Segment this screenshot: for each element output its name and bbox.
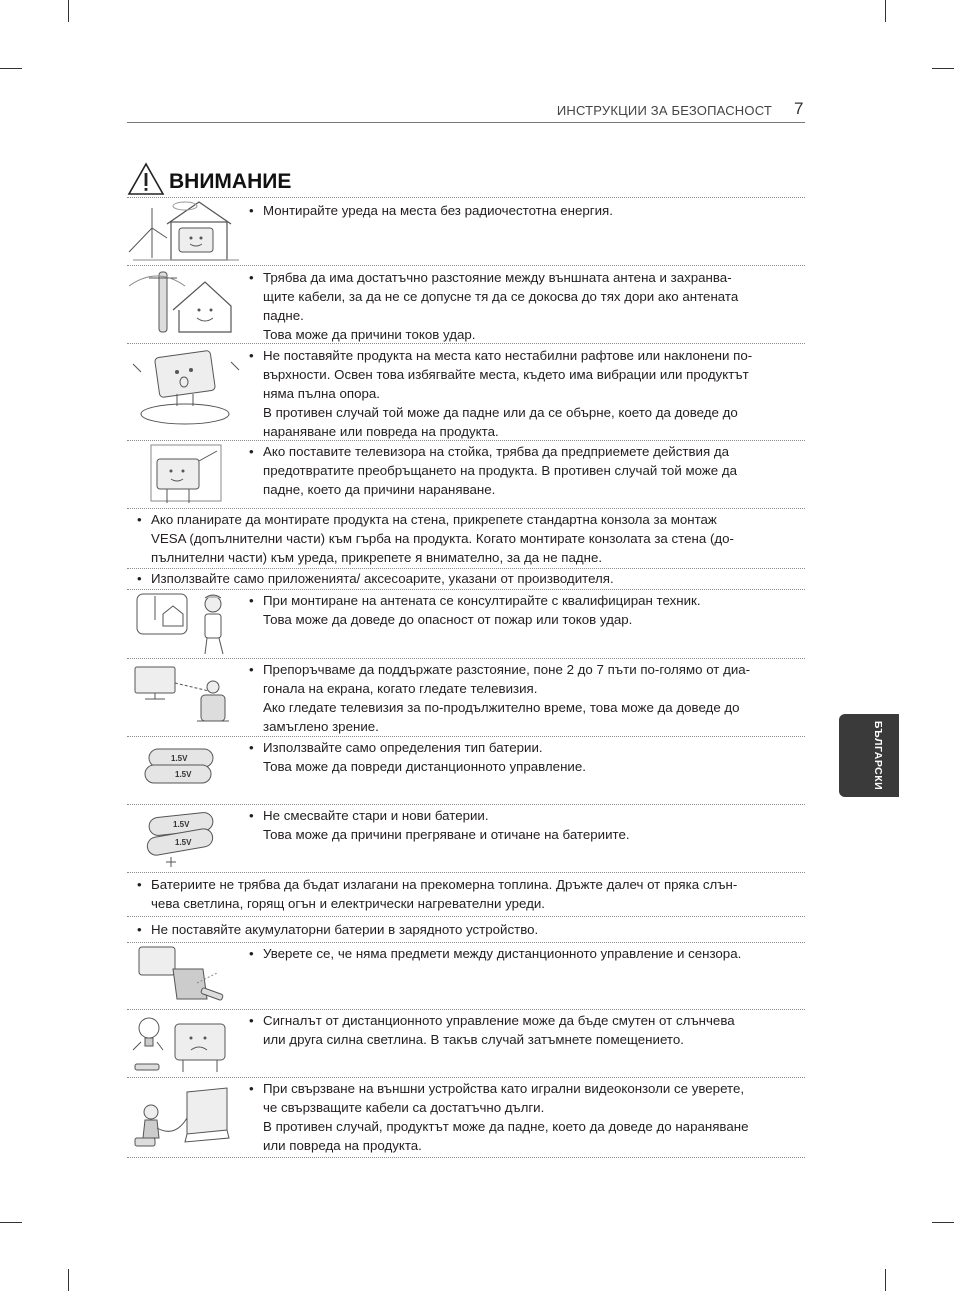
battery-label: 1.5V xyxy=(175,838,192,847)
battery-label: 1.5V xyxy=(171,754,188,763)
technician-illustration xyxy=(127,590,245,658)
caution-item-cable-length xyxy=(127,1078,805,1158)
item-text: • Ако поставите телевизора на стойка, трябва да предприемете действия да предотвратите преобръщането на продукта. В противен случай той може да падне, което да причини нараняване. xyxy=(249,442,805,499)
crop-mark xyxy=(885,0,886,22)
caution-item-antenna-technician xyxy=(127,590,805,659)
item-text: • Ако планирате да монтирате продукта на стена, прикрепете стандартна конзола за монтаж VESA (допълнителни части) към гърба на продукта. Когато монтирате конзолата за стена (до- пълнителни части) към уреда, прикрепете я внимателно, за да не падне. xyxy=(137,510,805,567)
caution-item-stand xyxy=(127,441,805,509)
remote-obstacle-illustration xyxy=(127,943,245,1009)
unstable-tv-icon xyxy=(127,344,245,440)
light-bulb-icon xyxy=(127,1010,245,1077)
mixed-battery-illustration xyxy=(127,805,245,872)
battery-label: 1.5V xyxy=(175,770,192,779)
caution-item-unstable-surface xyxy=(127,344,805,441)
battery-illustration xyxy=(127,737,245,804)
language-tab xyxy=(839,714,899,797)
item-text: • Сигналът от дистанционното управление може да бъде смутен от слънчева или друга силна светлина. В такъв случай затъмнете помещението. xyxy=(249,1011,805,1049)
caution-item-radio xyxy=(127,197,805,266)
remote-obstacle-icon xyxy=(127,943,245,1009)
item-text: • Използвайте само приложенията/ аксесоарите, указани от производителя. xyxy=(137,569,805,588)
header-rule xyxy=(127,122,805,123)
caution-item-wall-mount xyxy=(127,509,805,569)
radio-house-icon xyxy=(127,198,245,266)
unstable-tv-illustration xyxy=(127,344,245,440)
item-text: • При монтиране на антената се консултирайте с квалифициран техник. Това може да доведе до опасност от пожар или токов удар. xyxy=(249,591,805,629)
caution-item-rechargeable xyxy=(127,917,805,943)
crop-mark xyxy=(885,1269,886,1291)
house-illustration xyxy=(127,198,245,266)
battery-icon xyxy=(127,737,245,804)
caution-heading xyxy=(127,158,291,196)
item-text: • При свързване на външни устройства като игрални видеоконзоли се уверете, че свързващите кабели са достатъчно дълги. В противен случай, продуктът може да падне, което да доведе до нараняване или повреда на продукта. xyxy=(249,1079,805,1155)
antenna-illustration xyxy=(127,266,245,343)
mixed-battery-icon xyxy=(127,805,245,872)
item-text: • Трябва да има достатъчно разстояние между външната антена и захранва- щите кабели, за да не се допусне тя да се докосва до тях дори ако антената падне. Това може да причини токов удар. xyxy=(249,268,805,344)
caution-item-accessories xyxy=(127,569,805,590)
page-number: 7 xyxy=(794,99,804,118)
item-text: • Монтирайте уреда на места без радиочестотна енергия. xyxy=(249,201,805,220)
antenna-house-icon xyxy=(127,266,245,343)
viewing-distance-icon xyxy=(127,659,245,736)
crop-mark xyxy=(932,1222,954,1223)
running-header: ИНСТРУКЦИИ ЗА БЕЗОПАСНОСТ xyxy=(556,103,772,118)
item-text: • Не поставяйте продукта на места като нестабилни рафтове или наклонени по- върхности. Освен това избягвайте места, където има вибрации или продуктът няма пълна опора. В противен случай той може да падне или да се обърне, което да доведе до нараняване или повреда на продукта. xyxy=(249,346,805,441)
crop-mark xyxy=(68,0,69,22)
cable-illustration xyxy=(127,1078,245,1157)
caution-item-remote-obstacle xyxy=(127,943,805,1010)
crop-mark xyxy=(932,68,954,69)
language-tab-label: БЪЛГАРСКИ xyxy=(872,720,884,791)
stand-tv-illustration xyxy=(127,441,245,508)
caution-item-mixed-batteries xyxy=(127,805,805,873)
caution-title: ВНИМАНИЕ xyxy=(169,170,292,193)
caution-item-viewing-distance xyxy=(127,659,805,737)
item-text: • Не поставяйте акумулаторни батерии в зарядното устройство. xyxy=(137,920,805,939)
crop-mark xyxy=(68,1269,69,1291)
item-text: • Батериите не трябва да бъдат излагани на прекомерна топлина. Дръжте далеч от пряка слън- чева светлина, горящ огън и електрически нагревателни уреди. xyxy=(137,875,805,913)
crop-mark xyxy=(0,68,22,69)
warning-triangle-icon xyxy=(127,162,165,196)
technician-icon xyxy=(127,590,245,658)
crop-mark xyxy=(0,1222,22,1223)
item-text: • Не смесвайте стари и нови батерии. Това може да причини прегряване и отичане на батериите. xyxy=(249,806,805,844)
remote-light-illustration xyxy=(127,1010,245,1077)
item-text: • Използвайте само определения тип батерии. Това може да повреди дистанционното управление. xyxy=(249,738,805,776)
caution-item-antenna-distance xyxy=(127,266,805,344)
viewing-distance-illustration xyxy=(127,659,245,736)
item-text: • Уверете се, че няма предмети между дистанционното управление и сензора. xyxy=(249,944,805,963)
caution-item-battery-heat xyxy=(127,873,805,917)
battery-label: 1.5V xyxy=(173,820,190,829)
game-console-cable-icon xyxy=(127,1078,245,1157)
item-text: • Препоръчваме да поддържате разстояние, поне 2 до 7 пъти по-голямо от диа- гонала на екрана, когато гледате телевизия. Ако гледате телевизия за по-продължително време, това може да доведе до замъглено зрение. xyxy=(249,660,805,736)
caution-item-battery-type xyxy=(127,737,805,805)
stand-tv-icon xyxy=(127,441,245,508)
caution-item-remote-light xyxy=(127,1010,805,1078)
